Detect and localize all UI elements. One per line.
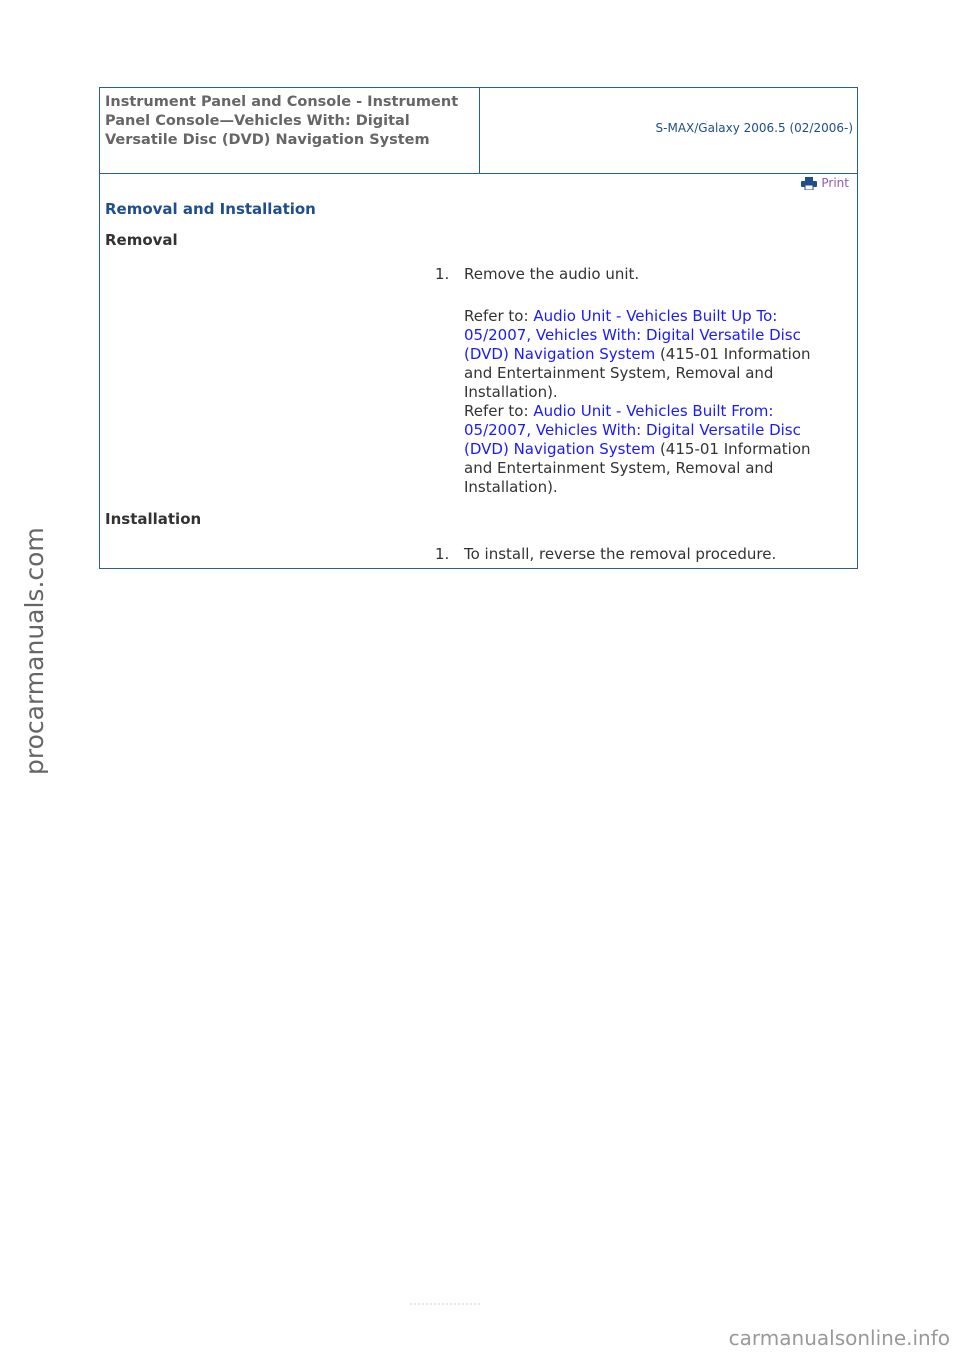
audio-unit-from-2007-link[interactable]: Audio Unit - Vehicles Built From: 05/2007, Vehicles With: Digital Versatile Disc (DVD) Navigation System: [464, 402, 801, 458]
removal-step: [464, 265, 836, 497]
document-frame: [99, 87, 858, 569]
reference-1-suffix: (415-01 Information and Entertainment System, Removal and Installation).: [464, 345, 811, 401]
section-title: Removal and Installation: [105, 200, 316, 218]
header-title-cell: [100, 88, 480, 173]
installation-step-text: To install, reverse the removal procedure.: [464, 545, 777, 563]
print-label: Print: [821, 176, 849, 190]
page-footer-mark: [410, 1303, 480, 1309]
model-label: S-MAX/Galaxy 2006.5 (02/2006-): [655, 121, 853, 135]
reference-2-suffix: (415-01 Information and Entertainment System, Removal and Installation).: [464, 440, 811, 496]
reference-1-prefix: Refer to:: [464, 307, 534, 325]
installation-step-number: 1.: [435, 545, 450, 563]
side-watermark: procarmanuals.com: [20, 527, 49, 775]
audio-unit-up-to-2007-link[interactable]: Audio Unit - Vehicles Built Up To: 05/2007, Vehicles With: Digital Versatile Disc (DVD) Navigation System: [464, 307, 801, 363]
bottom-watermark: carmanualsonline.info: [728, 1326, 950, 1350]
installation-heading: Installation: [105, 510, 202, 528]
reference-1: [464, 307, 836, 402]
removal-heading: Removal: [105, 231, 178, 249]
printer-icon: [801, 177, 817, 190]
document-header: [100, 88, 857, 174]
removal-step-number: 1.: [435, 265, 450, 283]
installation-step: [464, 545, 836, 564]
removal-step-text: Remove the audio unit.: [464, 265, 640, 283]
reference-2: [464, 402, 836, 497]
document-title: Instrument Panel and Console - Instrument Panel Console—Vehicles With: Digital Versatile Disc (DVD) Navigation System: [105, 94, 459, 148]
print-button[interactable]: [801, 176, 849, 190]
reference-2-prefix: Refer to:: [464, 402, 534, 420]
